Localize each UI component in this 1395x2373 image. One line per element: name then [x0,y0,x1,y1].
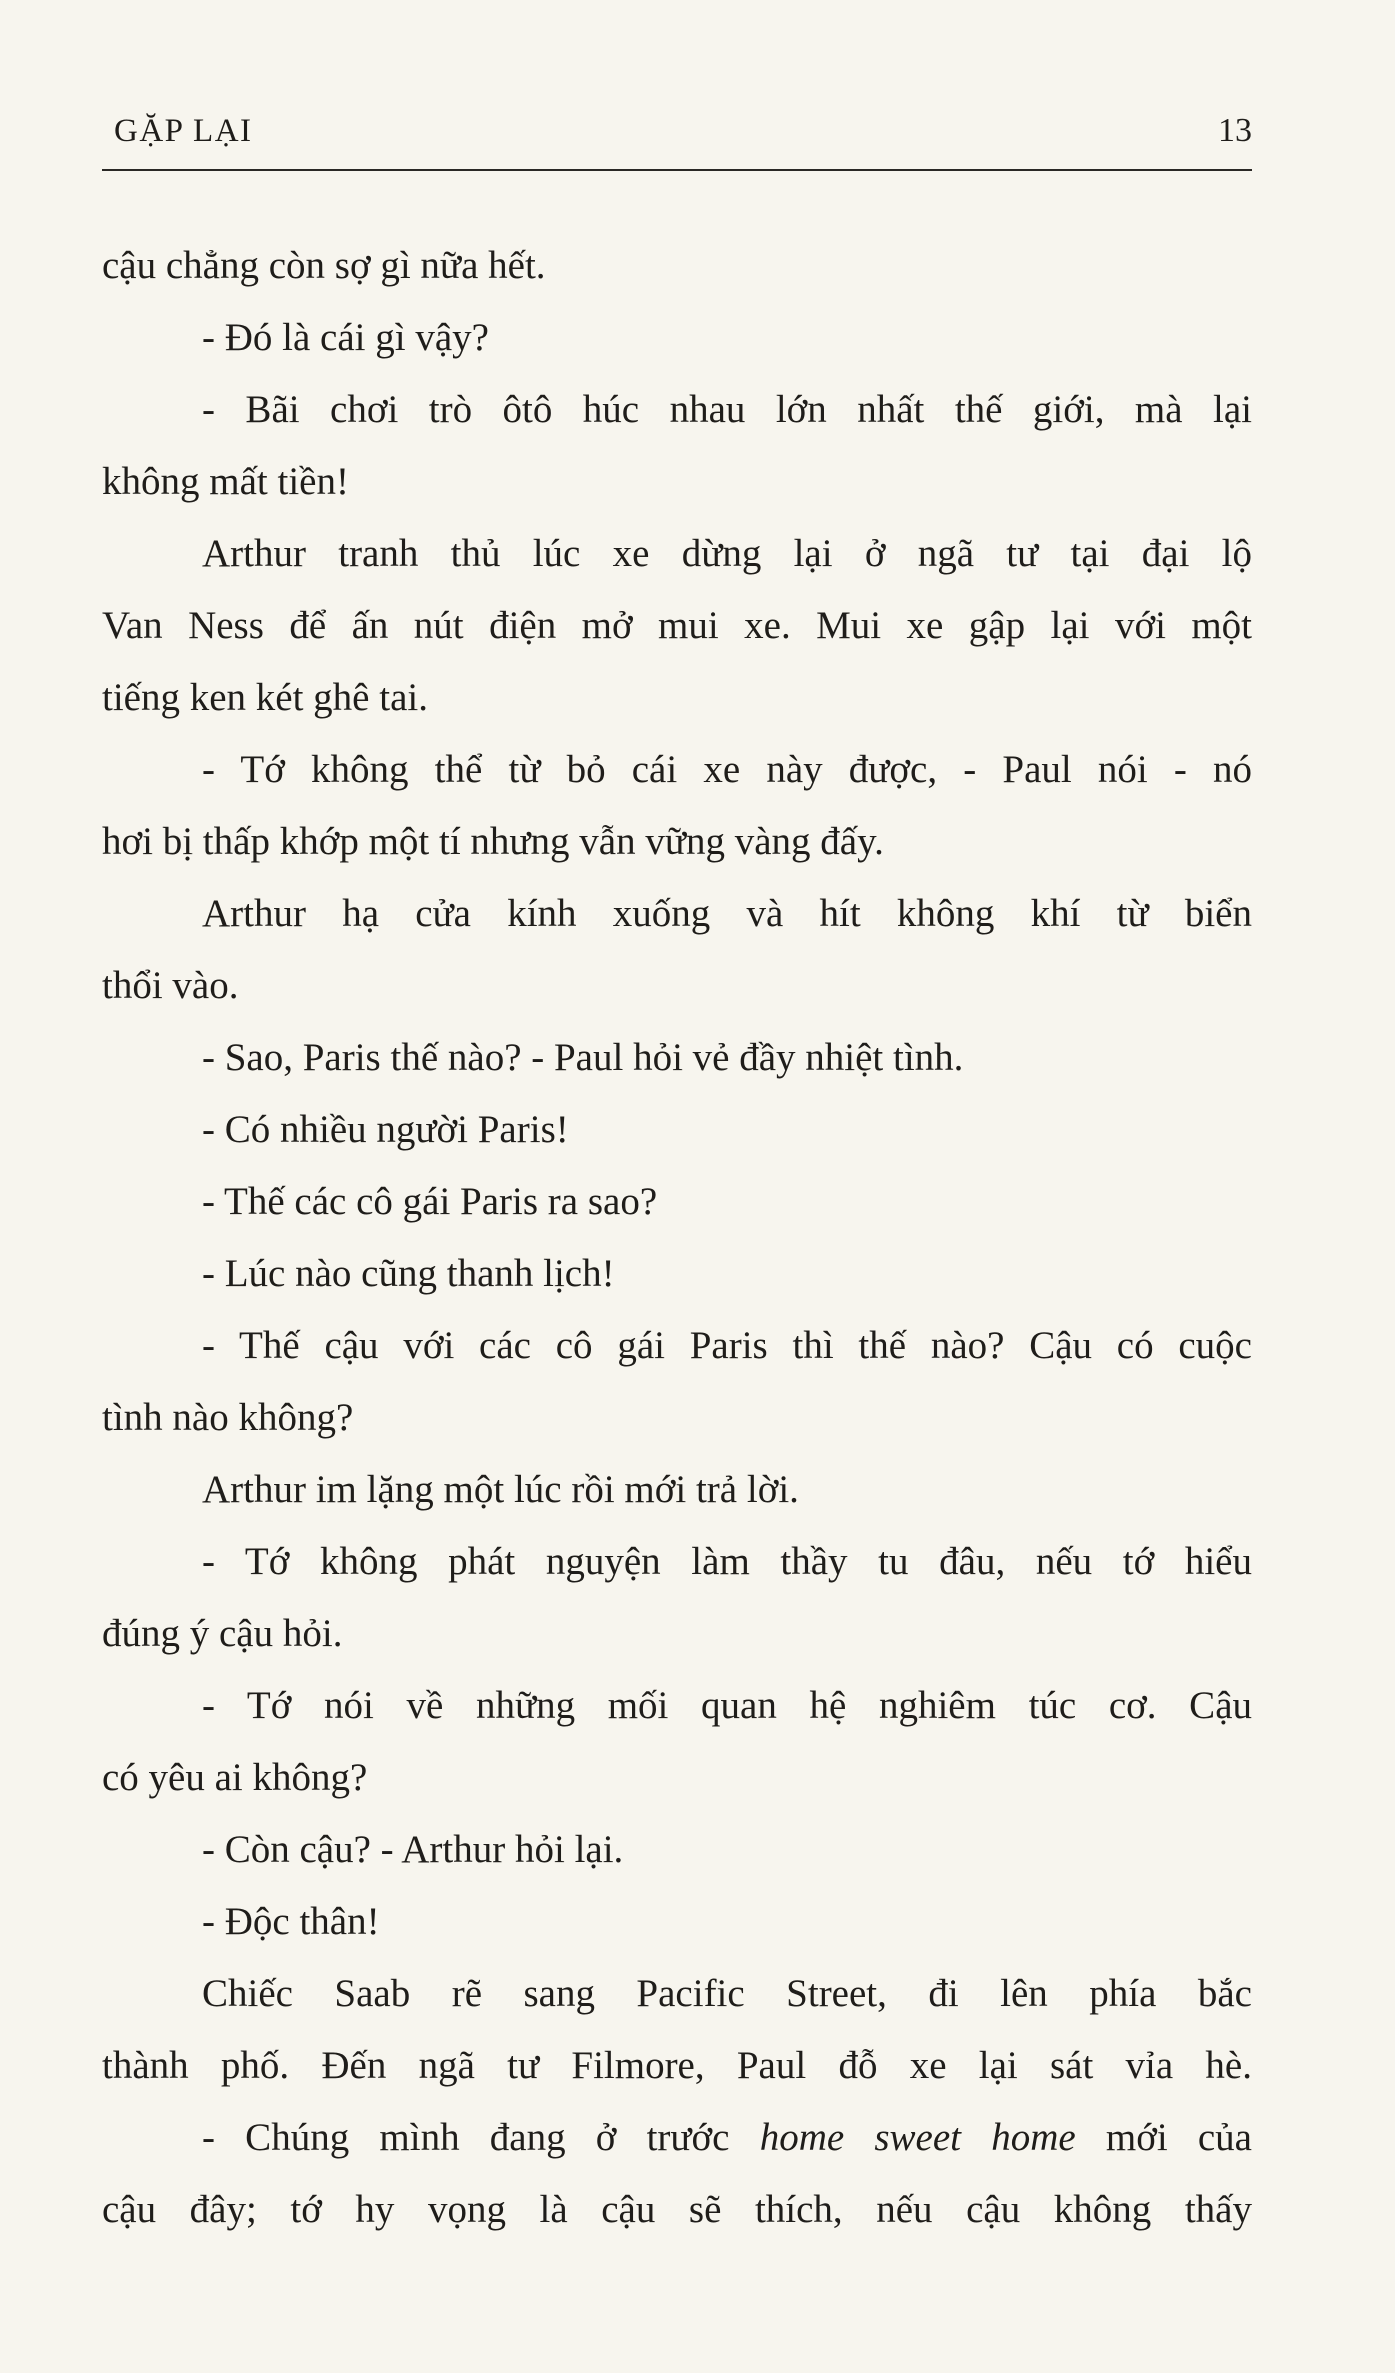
text-line-content: - Bãi chơi trò ôtô húc nhau lớn nhất thế giới, mà lại [202,388,1252,431]
text-line [102,1454,1252,1526]
text-line-content: - Tớ nói về những mối quan hệ nghiêm túc cơ. Cậu [202,1684,1252,1727]
text-line [102,1886,1252,1958]
italic-phrase: home sweet home [759,2116,1076,2159]
text-line [102,806,1252,878]
text-line [102,446,1252,518]
text-line-content: không mất tiền! [102,460,349,503]
text-line-content: đúng ý cậu hỏi. [102,1612,343,1655]
text-line [102,518,1252,590]
page-number: 13 [1218,112,1252,149]
text-line [102,2174,1252,2246]
text-line [102,950,1252,1022]
text-line-content: - Chúng mình đang ở trước [202,2116,760,2159]
text-line-content: - Thế cậu với các cô gái Paris thì thế nào? Cậu có cuộc [202,1324,1252,1367]
text-line [102,662,1252,734]
text-line [102,1598,1252,1670]
text-line-content: - Lúc nào cũng thanh lịch! [202,1252,615,1295]
text-line [102,230,1252,302]
text-line-content: có yêu ai không? [102,1756,368,1799]
text-line-content: hơi bị thấp khớp một tí nhưng vẫn vững vàng đấy. [102,820,884,863]
text-line [102,590,1252,662]
text-line-content: tiếng ken két ghê tai. [102,676,428,719]
text-line [102,2102,1252,2174]
text-line-content: cậu chẳng còn sợ gì nữa hết. [102,244,546,287]
text-line [102,1094,1252,1166]
text-line-content: - Có nhiều người Paris! [202,1108,569,1151]
text-line-content: - Thế các cô gái Paris ra sao? [202,1180,658,1223]
text-line-content: thổi vào. [102,964,239,1007]
text-line [102,878,1252,950]
text-line [102,1382,1252,1454]
text-line-content: thành phố. Đến ngã tư Filmore, Paul đỗ xe lại sát vỉa hè. [102,2044,1252,2087]
text-line-content: - Đó là cái gì vậy? [202,316,489,359]
text-line [102,374,1252,446]
text-line [102,1742,1252,1814]
text-line-content: Arthur im lặng một lúc rồi mới trả lời. [202,1468,799,1511]
text-line-content: cậu đây; tớ hy vọng là cậu sẽ thích, nếu cậu không thấy [102,2188,1252,2231]
text-line [102,1310,1252,1382]
text-line-content: Van Ness để ấn nút điện mở mui xe. Mui xe gập lại với một [102,604,1252,647]
running-head: GẶP LẠI [114,113,253,149]
text-line-content: tình nào không? [102,1396,354,1439]
text-line [102,1670,1252,1742]
header-rule [102,169,1252,171]
text-line [102,1238,1252,1310]
text-line-content: - Tớ không thể từ bỏ cái xe này được, - Paul nói - nó [202,748,1252,791]
text-line [102,734,1252,806]
text-line-content: Chiếc Saab rẽ sang Pacific Street, đi lên phía bắc [202,1972,1252,2015]
text-line-content: - Còn cậu? - Arthur hỏi lại. [202,1828,624,1871]
text-line-content: - Sao, Paris thế nào? - Paul hỏi vẻ đầy nhiệt tình. [202,1036,964,1079]
text-line-content: - Độc thân! [202,1900,380,1943]
text-line [102,1814,1252,1886]
text-line [102,302,1252,374]
text-line [102,1526,1252,1598]
text-line [102,2030,1252,2102]
page-header [102,108,1252,154]
text-line-content: Arthur tranh thủ lúc xe dừng lại ở ngã tư tại đại lộ [202,532,1252,575]
text-line [102,1958,1252,2030]
text-line-content: Arthur hạ cửa kính xuống và hít không khí từ biển [202,892,1252,935]
text-line [102,1022,1252,1094]
text-line-tail: mới của [1075,2116,1252,2159]
text-line [102,1166,1252,1238]
text-line-content: - Tớ không phát nguyện làm thầy tu đâu, nếu tớ hiểu [202,1540,1252,1583]
